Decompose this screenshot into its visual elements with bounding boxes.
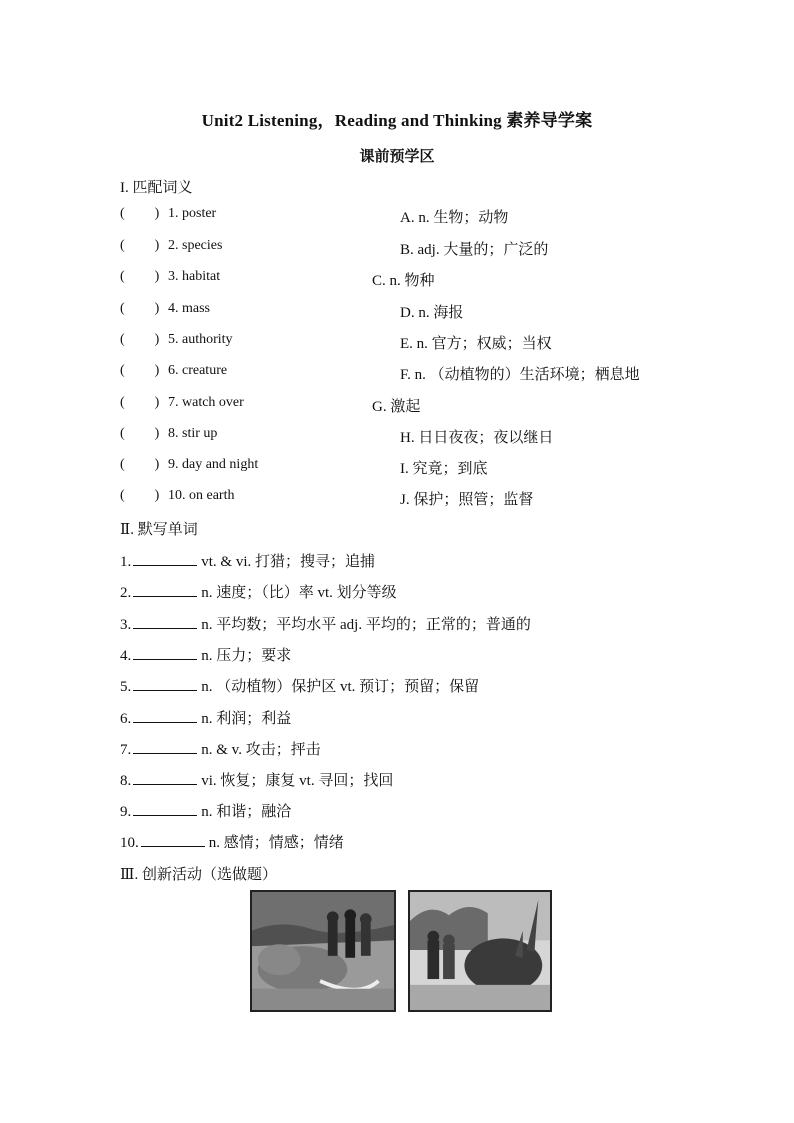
matching-word: 9. day and night <box>168 457 259 472</box>
bracket-open: ( <box>120 269 125 284</box>
bracket-open: ( <box>120 238 125 253</box>
answer-blank[interactable] <box>133 803 197 816</box>
answer-bracket[interactable] <box>120 206 159 222</box>
dictation-number: 3. <box>120 617 132 633</box>
bracket-open: ( <box>120 426 125 441</box>
bracket-open: ( <box>120 206 125 221</box>
answer-blank[interactable] <box>133 616 197 629</box>
matching-row <box>120 238 700 258</box>
dictation-definition: n. （动植物）保护区 vt. 预订；预留；保留 <box>201 679 480 695</box>
bracket-close: ) <box>154 238 160 253</box>
matching-row <box>120 426 700 446</box>
bracket-close: ) <box>154 457 160 472</box>
photo-strip <box>226 890 582 1012</box>
answer-bracket[interactable] <box>120 363 159 379</box>
bracket-close: ) <box>154 269 160 284</box>
answer-bracket[interactable] <box>120 332 159 348</box>
matching-option: I. 究竟；到底 <box>400 461 488 477</box>
dictation-definition: vi. 恢复；康复 vt. 寻回；找回 <box>201 773 394 789</box>
dictation-number: 8. <box>120 773 132 789</box>
matching-option: J. 保护；照管；监督 <box>400 492 534 508</box>
matching-option: B. adj. 大量的；广泛的 <box>400 242 549 258</box>
answer-bracket[interactable] <box>120 488 159 504</box>
dictation-definition: n. 压力；要求 <box>201 648 292 664</box>
dictation-line <box>120 675 479 696</box>
answer-blank[interactable] <box>133 741 197 754</box>
matching-word: 6. creature <box>168 363 228 378</box>
dictation-line <box>120 613 531 634</box>
matching-row <box>120 332 700 352</box>
matching-option: E. n. 官方；权威；当权 <box>400 336 552 352</box>
answer-bracket[interactable] <box>120 426 159 442</box>
page-title: Unit2 Listening，Reading and Thinking 素养导学案 <box>201 111 593 130</box>
dictation-line <box>120 644 291 665</box>
matching-word: 3. habitat <box>168 269 221 284</box>
answer-blank[interactable] <box>133 553 197 566</box>
matching-option: H. 日日夜夜；夜以继日 <box>400 430 554 446</box>
section2-heading: Ⅱ. 默写单词 <box>120 522 198 538</box>
dictation-definition: n. & v. 攻击；抨击 <box>201 742 321 758</box>
answer-blank[interactable] <box>133 772 197 785</box>
dictation-number: 10. <box>120 835 139 851</box>
page-subtitle: 课前预学区 <box>359 149 435 165</box>
matching-word: 5. authority <box>168 332 233 347</box>
answer-bracket[interactable] <box>120 395 159 411</box>
dictation-definition: n. 平均数；平均水平 adj. 平均的；正常的；普通的 <box>201 617 531 633</box>
matching-row <box>120 206 700 226</box>
matching-word: 1. poster <box>168 206 217 221</box>
matching-option: D. n. 海报 <box>400 305 464 321</box>
matching-row <box>120 269 700 289</box>
bracket-open: ( <box>120 301 125 316</box>
answer-blank[interactable] <box>133 710 197 723</box>
answer-bracket[interactable] <box>120 269 159 285</box>
matching-option: C. n. 物种 <box>372 273 435 289</box>
dictation-number: 1. <box>120 554 132 570</box>
matching-row <box>120 457 700 477</box>
dictation-definition: vt. & vi. 打猎；搜寻；追捕 <box>201 554 376 570</box>
answer-bracket[interactable] <box>120 301 159 317</box>
dictation-definition: n. 和谐；融洽 <box>201 804 292 820</box>
dictation-definition: n. 速度；（比）率 vt. 划分等级 <box>201 585 397 601</box>
answer-bracket[interactable] <box>120 238 159 254</box>
dictation-number: 7. <box>120 742 132 758</box>
matching-row <box>120 395 700 415</box>
dictation-line <box>120 800 291 821</box>
dictation-number: 2. <box>120 585 132 601</box>
matching-option: F. n. （动植物的）生活环境；栖息地 <box>400 367 640 383</box>
matching-word: 8. stir up <box>168 426 218 441</box>
bracket-close: ) <box>154 332 160 347</box>
dictation-line <box>120 769 393 790</box>
answer-blank[interactable] <box>133 647 197 660</box>
dictation-line <box>120 707 291 728</box>
section1-heading: I. 匹配词义 <box>120 180 193 196</box>
dictation-number: 6. <box>120 711 132 727</box>
matching-word: 10. on earth <box>168 488 235 503</box>
dictation-number: 4. <box>120 648 132 664</box>
photo-hunters-elephant <box>250 890 396 1012</box>
photo-hunters-rhino <box>408 890 552 1012</box>
bracket-close: ) <box>154 426 160 441</box>
bracket-close: ) <box>154 395 160 410</box>
bracket-close: ) <box>154 363 160 378</box>
answer-blank[interactable] <box>133 584 197 597</box>
answer-bracket[interactable] <box>120 457 159 473</box>
matching-row <box>120 488 700 508</box>
bracket-close: ) <box>154 488 160 503</box>
matching-row <box>120 363 700 383</box>
bracket-open: ( <box>120 363 125 378</box>
dictation-line <box>120 550 375 571</box>
dictation-line <box>120 738 321 759</box>
matching-word: 2. species <box>168 238 223 253</box>
dictation-number: 5. <box>120 679 132 695</box>
dictation-line <box>120 831 344 852</box>
answer-blank[interactable] <box>141 834 205 847</box>
dictation-definition: n. 利润；利益 <box>201 711 292 727</box>
matching-word: 7. watch over <box>168 395 244 410</box>
answer-blank[interactable] <box>133 678 197 691</box>
dictation-number: 9. <box>120 804 132 820</box>
matching-row <box>120 301 700 321</box>
bracket-close: ) <box>154 206 160 221</box>
dictation-line <box>120 581 397 602</box>
bracket-close: ) <box>154 301 160 316</box>
bracket-open: ( <box>120 457 125 472</box>
bracket-open: ( <box>120 332 125 347</box>
dictation-definition: n. 感情；情感；情绪 <box>208 835 344 851</box>
matching-option: A. n. 生物；动物 <box>400 210 509 226</box>
matching-option: G. 激起 <box>372 399 421 415</box>
bracket-open: ( <box>120 488 125 503</box>
bracket-open: ( <box>120 395 125 410</box>
section3-heading: Ⅲ. 创新活动（选做题） <box>120 867 277 883</box>
matching-word: 4. mass <box>168 301 210 316</box>
